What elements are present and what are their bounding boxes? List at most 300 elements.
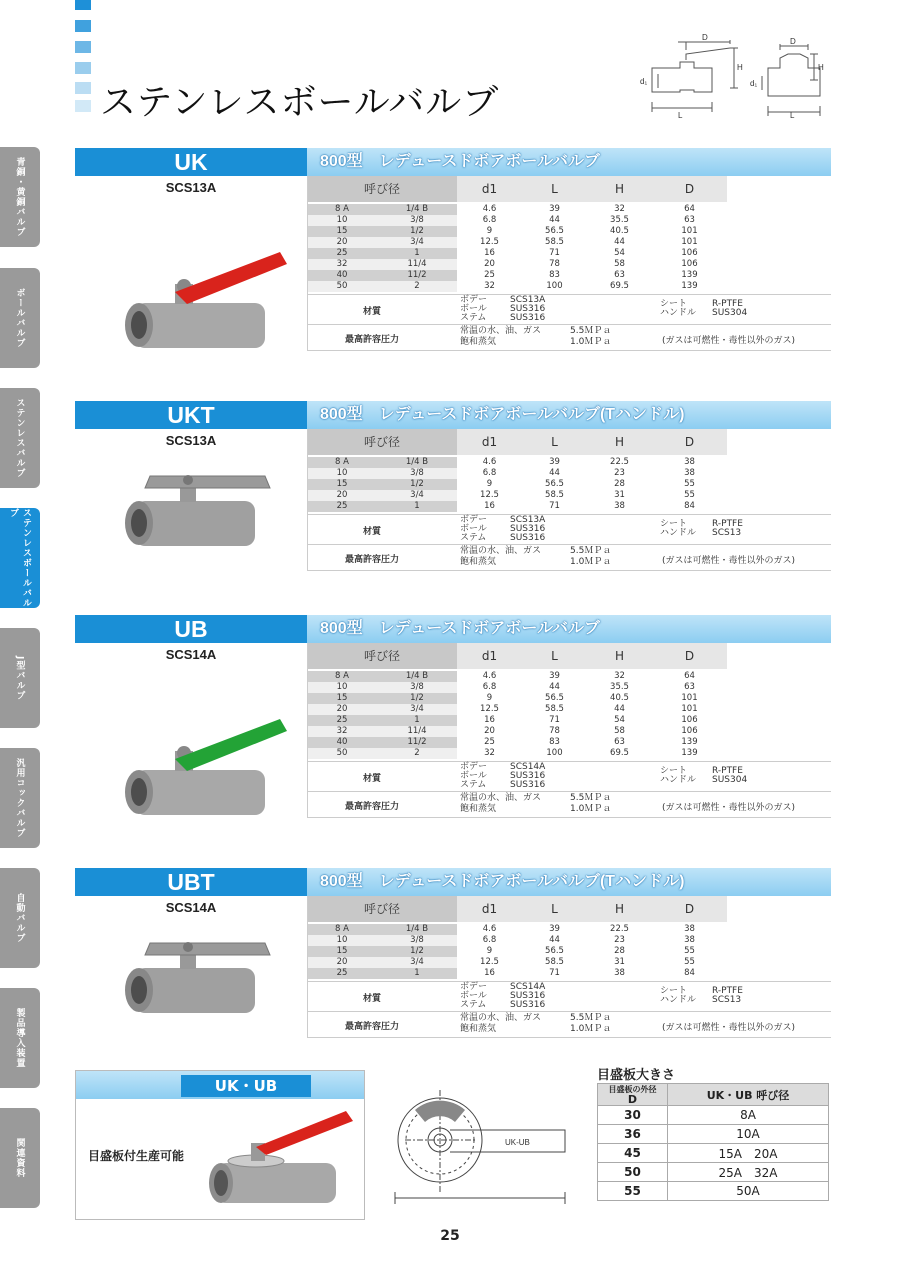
part-name: ハンドル: [660, 528, 697, 538]
part-name: ボール: [460, 524, 487, 534]
side-tab-5[interactable]: J型バルブ: [0, 628, 40, 728]
dim-label-d1: d₁: [750, 79, 758, 88]
material-parts-right: [660, 987, 743, 1005]
table-cell: 12.5: [480, 957, 499, 967]
table-cell: 20: [484, 726, 495, 736]
table-cell: 15: [307, 479, 377, 490]
table-cell: 12.5: [480, 490, 499, 500]
table-cell: 28: [614, 946, 625, 956]
scale-header-outer-diameter-text: 目盛板の外径: [608, 1085, 657, 1094]
pressure-values: [460, 326, 611, 348]
part-name: ボール: [460, 771, 487, 781]
table-cell: 3/4: [377, 957, 457, 968]
table-cell: 15: [307, 946, 377, 957]
table-cell: 55: [684, 479, 695, 489]
header-decor-square: [75, 20, 91, 32]
table-cell: 8 A: [307, 204, 377, 215]
pressure-value: 5.5ＭＰａ: [570, 1013, 612, 1023]
table-cell: 25: [484, 270, 495, 280]
table-cell: 58.5: [545, 704, 564, 714]
table-row: [307, 693, 727, 704]
material-label: 材質: [362, 307, 381, 317]
table-row: [307, 737, 727, 748]
table-cell: 9: [486, 946, 493, 956]
scale-sizes: 25A 32A: [668, 1163, 829, 1182]
table-cell: 25: [307, 715, 377, 726]
col-header-l: L: [522, 643, 587, 669]
pressure-value: 5.5ＭＰａ: [570, 793, 612, 803]
table-cell: 40.5: [610, 693, 629, 703]
table-cell: 11/4: [377, 259, 457, 270]
scale-row: [598, 1144, 829, 1163]
table-cell: 56.5: [545, 693, 564, 703]
table-row: [307, 501, 727, 512]
valve-photo: [115, 456, 295, 556]
table-row: [307, 204, 727, 215]
pressure-value: 1.0ＭＰａ: [570, 337, 612, 347]
pressure-label: 最高許容圧力: [344, 802, 399, 812]
pressure-line-2: [460, 804, 611, 815]
table-cell: 139: [681, 737, 698, 747]
graduated-plate-title: UK・UB: [181, 1075, 311, 1097]
pressure-label: 最高許容圧力: [344, 555, 399, 565]
col-header-h: H: [587, 176, 652, 202]
valve-with-plate-photo: [201, 1103, 361, 1213]
table-cell: 44: [614, 704, 625, 714]
divider: [307, 1011, 831, 1012]
pressure-line-1: [460, 793, 611, 804]
table-row: [307, 924, 727, 935]
valve-photo: [115, 675, 295, 825]
table-cell: 50: [307, 281, 377, 292]
dimension-diagram: [630, 30, 830, 120]
table-cell: 84: [684, 501, 695, 511]
table-cell: 6.8: [482, 935, 497, 945]
table-cell: 44: [549, 935, 560, 945]
pressure-value: 1.0ＭＰａ: [570, 1024, 612, 1034]
material-label: 材質: [362, 994, 381, 1004]
material-parts-left: [460, 296, 545, 323]
table-cell: 16: [484, 501, 495, 511]
material-part: [660, 529, 743, 538]
table-cell: 58: [614, 259, 625, 269]
scale-size-table: [597, 1083, 829, 1201]
col-header-size: 呼び径: [307, 176, 457, 202]
table-cell: 1/2: [377, 693, 457, 704]
table-cell: 32: [614, 671, 625, 681]
table-row: [307, 248, 727, 259]
pressure-values: [460, 793, 611, 815]
table-row: [307, 957, 727, 968]
table-cell: 32: [307, 726, 377, 737]
table-cell: 31: [614, 490, 625, 500]
model-subtitle: 800型 レデュースドボアボールバルブ(Tハンドル): [320, 873, 685, 890]
pressure-value: 1.0ＭＰａ: [570, 804, 612, 814]
dim-label-l: L: [790, 111, 795, 120]
body-material: SCS13A: [165, 433, 217, 448]
part-name: シート: [660, 299, 688, 309]
table-cell: 71: [549, 248, 560, 258]
body-material: SCS14A: [165, 900, 217, 915]
part-material: SUS304: [712, 775, 748, 785]
table-cell: 39: [549, 204, 560, 214]
divider: [307, 176, 308, 350]
body-material: SCS13A: [165, 180, 217, 195]
col-header-d: D: [652, 643, 727, 669]
table-cell: 1: [377, 248, 457, 259]
table-row: [307, 682, 727, 693]
product-section-ub: [75, 615, 831, 817]
table-row: [307, 457, 727, 468]
part-name: ハンドル: [660, 995, 697, 1005]
table-cell: 3/4: [377, 490, 457, 501]
table-cell: 3/4: [377, 237, 457, 248]
table-row: [307, 468, 727, 479]
table-cell: 23: [614, 935, 625, 945]
table-cell: 4.6: [482, 204, 497, 214]
col-header-d: D: [652, 176, 727, 202]
table-cell: 38: [684, 924, 695, 934]
part-name: ステム: [460, 780, 487, 790]
model-subtitle: 800型 レデュースドボアボールバルブ(Tハンドル): [320, 406, 685, 423]
table-cell: 6.8: [482, 682, 497, 692]
table-cell: 1/2: [377, 479, 457, 490]
header-decor-square: [75, 0, 91, 10]
table-cell: 63: [684, 215, 695, 225]
table-cell: 22.5: [610, 457, 629, 467]
divider: [307, 1037, 831, 1038]
part-material: SCS14A: [510, 762, 546, 772]
table-cell: 10: [307, 682, 377, 693]
table-cell: 1: [377, 968, 457, 979]
table-cell: 1: [377, 715, 457, 726]
header-decor-square: [75, 82, 91, 94]
pressure-condition: 飽和蒸気: [460, 337, 497, 347]
table-cell: 39: [549, 671, 560, 681]
dimension-table: [307, 204, 727, 292]
table-cell: 58: [614, 726, 625, 736]
table-cell: 10: [307, 935, 377, 946]
table-row: [307, 479, 727, 490]
table-cell: 1/2: [377, 946, 457, 957]
part-material: SUS304: [712, 308, 748, 318]
table-row: [307, 671, 727, 682]
table-cell: 71: [549, 501, 560, 511]
scale-diameter: 36: [598, 1125, 668, 1144]
part-material: SUS316: [510, 780, 546, 790]
pressure-condition: 常温の水、油、ガス: [460, 326, 542, 336]
table-cell: 44: [614, 237, 625, 247]
pressure-value: 1.0ＭＰａ: [570, 557, 612, 567]
material-parts-right: [660, 520, 743, 538]
header-decor-square: [75, 41, 91, 53]
table-row: [307, 748, 727, 759]
table-cell: 4.6: [482, 457, 497, 467]
table-cell: 1/4 B: [377, 457, 457, 468]
side-tab-8[interactable]: 製品導入装置: [0, 988, 40, 1088]
table-row: [307, 215, 727, 226]
col-header-h: H: [587, 429, 652, 455]
table-cell: 101: [681, 226, 698, 236]
table-cell: 55: [684, 957, 695, 967]
col-header-d: D: [652, 429, 727, 455]
material-label: 材質: [362, 774, 381, 784]
material-parts-left: [460, 516, 545, 543]
table-cell: 25: [484, 737, 495, 747]
table-cell: 20: [484, 259, 495, 269]
table-cell: 54: [614, 715, 625, 725]
model-name: UKT: [75, 401, 307, 429]
table-cell: 15: [307, 226, 377, 237]
part-name: ボデー: [460, 762, 488, 772]
graduated-plate-caption: 目盛板付生産可能: [88, 1149, 185, 1163]
part-name: シート: [660, 766, 688, 776]
side-tab-6[interactable]: 汎用コックバルブ: [0, 748, 40, 848]
scale-diameter: 55: [598, 1182, 668, 1201]
part-name: ハンドル: [660, 775, 697, 785]
table-cell: 101: [681, 704, 698, 714]
pressure-label: 最高許容圧力: [344, 1022, 399, 1032]
table-cell: 100: [546, 281, 563, 291]
pressure-condition: 飽和蒸気: [460, 804, 497, 814]
material-parts-left: [460, 763, 545, 790]
dimension-table: [307, 671, 727, 759]
part-material: SUS316: [510, 313, 546, 323]
table-cell: 16: [484, 715, 495, 725]
table-row: [307, 935, 727, 946]
divider: [307, 514, 831, 515]
table-cell: 58.5: [545, 957, 564, 967]
dim-label-h: H: [737, 63, 743, 72]
part-material: R-PTFE: [712, 519, 743, 529]
table-cell: 1/4 B: [377, 204, 457, 215]
table-cell: 8 A: [307, 924, 377, 935]
col-header-h: H: [587, 896, 652, 922]
col-header-d: D: [652, 896, 727, 922]
pressure-condition: 常温の水、油、ガス: [460, 546, 542, 556]
scale-row: [598, 1106, 829, 1125]
table-cell: 35.5: [610, 215, 629, 225]
col-header-size: 呼び径: [307, 896, 457, 922]
table-cell: 40.5: [610, 226, 629, 236]
divider: [307, 350, 831, 351]
table-cell: 106: [681, 259, 698, 269]
col-header-l: L: [522, 429, 587, 455]
part-material: SUS316: [510, 991, 546, 1001]
table-cell: 40: [307, 737, 377, 748]
table-cell: 56.5: [545, 946, 564, 956]
table-cell: 101: [681, 237, 698, 247]
part-name: ボデー: [460, 515, 488, 525]
table-cell: 20: [307, 957, 377, 968]
table-cell: 35.5: [610, 682, 629, 692]
material-part: [460, 314, 545, 323]
table-cell: 3/8: [377, 215, 457, 226]
side-tab-2[interactable]: ボールバルブ: [0, 268, 40, 368]
table-row: [307, 237, 727, 248]
table-cell: 50: [307, 748, 377, 759]
scale-header-outer-diameter: [598, 1084, 668, 1106]
table-cell: 1/4 B: [377, 671, 457, 682]
part-name: シート: [660, 986, 688, 996]
part-material: SCS13A: [510, 295, 546, 305]
part-material: R-PTFE: [712, 299, 743, 309]
part-material: SUS316: [510, 771, 546, 781]
table-cell: 63: [684, 682, 695, 692]
table-cell: 32: [484, 748, 495, 758]
part-material: R-PTFE: [712, 766, 743, 776]
part-material: SUS316: [510, 1000, 546, 1010]
valve-photo: [115, 923, 295, 1023]
graduated-plate-box: [75, 1070, 365, 1220]
scale-sizes: 10A: [668, 1125, 829, 1144]
part-name: ボール: [460, 991, 487, 1001]
table-cell: 20: [307, 704, 377, 715]
table-cell: 63: [614, 737, 625, 747]
side-tab-9[interactable]: 関連資料: [0, 1108, 40, 1208]
table-row: [307, 946, 727, 957]
pressure-value: 5.5ＭＰａ: [570, 326, 612, 336]
part-name: ハンドル: [660, 308, 697, 318]
table-cell: 31: [614, 957, 625, 967]
page-title: ステンレスボールバルブ: [100, 82, 500, 123]
header-decor-square: [75, 100, 91, 112]
scale-table-title: 目盛板大きさ: [597, 1068, 676, 1083]
scale-diameter: 45: [598, 1144, 668, 1163]
divider: [307, 324, 831, 325]
table-row: [307, 968, 727, 979]
table-cell: 12.5: [480, 237, 499, 247]
model-name: UBT: [75, 868, 307, 896]
table-row: [307, 259, 727, 270]
scale-sizes: 50A: [668, 1182, 829, 1201]
scale-header-outer-diameter-sub: D: [627, 1093, 638, 1106]
part-material: SCS14A: [510, 982, 546, 992]
table-row: [307, 270, 727, 281]
table-cell: 69.5: [610, 748, 629, 758]
table-cell: 139: [681, 281, 698, 291]
part-material: SCS13: [712, 528, 742, 538]
table-cell: 28: [614, 479, 625, 489]
dim-label-d: D: [790, 37, 796, 46]
table-cell: 64: [684, 671, 695, 681]
table-cell: 64: [684, 204, 695, 214]
table-cell: 63: [614, 270, 625, 280]
table-cell: 1/4 B: [377, 924, 457, 935]
table-cell: 38: [684, 935, 695, 945]
side-tab-1[interactable]: 青銅・黄銅バルブ: [0, 147, 40, 247]
table-cell: 12.5: [480, 704, 499, 714]
table-cell: 106: [681, 248, 698, 258]
scale-row: [598, 1125, 829, 1144]
table-cell: 20: [307, 237, 377, 248]
table-cell: 1/2: [377, 226, 457, 237]
material-parts-right: [660, 767, 747, 785]
table-cell: 38: [614, 501, 625, 511]
table-cell: 106: [681, 726, 698, 736]
divider: [307, 761, 831, 762]
table-cell: 15: [307, 693, 377, 704]
table-cell: 139: [681, 748, 698, 758]
scale-row: [598, 1182, 829, 1201]
material-parts-left: [460, 983, 545, 1010]
material-part: [460, 534, 545, 543]
pressure-condition: 常温の水、油、ガス: [460, 793, 542, 803]
table-row: [307, 726, 727, 737]
pressure-values: [460, 546, 611, 568]
table-cell: 1: [377, 501, 457, 512]
table-cell: 8 A: [307, 457, 377, 468]
table-cell: 38: [684, 457, 695, 467]
side-tab-4[interactable]: ステンレスボールバルブ: [0, 508, 40, 608]
table-cell: 3/4: [377, 704, 457, 715]
pressure-note: (ガスは可燃性・毒性以外のガス): [662, 336, 796, 346]
table-cell: 25: [307, 968, 377, 979]
pressure-line-1: [460, 1013, 611, 1024]
material-part: [460, 1001, 545, 1010]
table-row: [307, 281, 727, 292]
pressure-values: [460, 1013, 611, 1035]
table-cell: 38: [684, 468, 695, 478]
divider: [307, 570, 831, 571]
graduated-plate-drawing: [385, 1080, 575, 1210]
table-cell: 83: [549, 737, 560, 747]
table-cell: 84: [684, 968, 695, 978]
part-name: ステム: [460, 1000, 487, 1010]
part-material: SCS13: [712, 995, 742, 1005]
table-row: [307, 704, 727, 715]
table-cell: 78: [549, 726, 560, 736]
table-cell: 71: [549, 968, 560, 978]
table-cell: 20: [307, 490, 377, 501]
divider: [307, 981, 831, 982]
table-row: [307, 715, 727, 726]
part-material: R-PTFE: [712, 986, 743, 996]
pressure-condition: 飽和蒸気: [460, 557, 497, 567]
table-cell: 9: [486, 479, 493, 489]
table-cell: 69.5: [610, 281, 629, 291]
pressure-line-2: [460, 557, 611, 568]
divider: [307, 429, 308, 570]
material-label: 材質: [362, 527, 381, 537]
table-cell: 55: [684, 490, 695, 500]
pressure-line-1: [460, 546, 611, 557]
pressure-condition: 飽和蒸気: [460, 1024, 497, 1034]
valve-photo: [115, 208, 295, 358]
part-material: SUS316: [510, 304, 546, 314]
table-cell: 139: [681, 270, 698, 280]
side-tab-3[interactable]: ステンレスバルブ: [0, 388, 40, 488]
table-cell: 40: [307, 270, 377, 281]
model-subtitle: 800型 レデュースドボアボールバルブ: [320, 153, 600, 170]
dimension-table: [307, 457, 727, 512]
material-part: [660, 309, 747, 318]
material-part: [460, 781, 545, 790]
col-header-size: 呼び径: [307, 643, 457, 669]
col-header-h: H: [587, 643, 652, 669]
col-header-l: L: [522, 176, 587, 202]
table-cell: 44: [549, 682, 560, 692]
divider: [307, 294, 831, 295]
pressure-value: 5.5ＭＰａ: [570, 546, 612, 556]
dim-label-l: L: [678, 111, 683, 120]
header-decor-square: [75, 62, 91, 74]
table-cell: 16: [484, 248, 495, 258]
dim-label-d: D: [702, 33, 708, 42]
col-header-size: 呼び径: [307, 429, 457, 455]
side-tab-7[interactable]: 自動バルブ: [0, 868, 40, 968]
table-cell: 10: [307, 468, 377, 479]
